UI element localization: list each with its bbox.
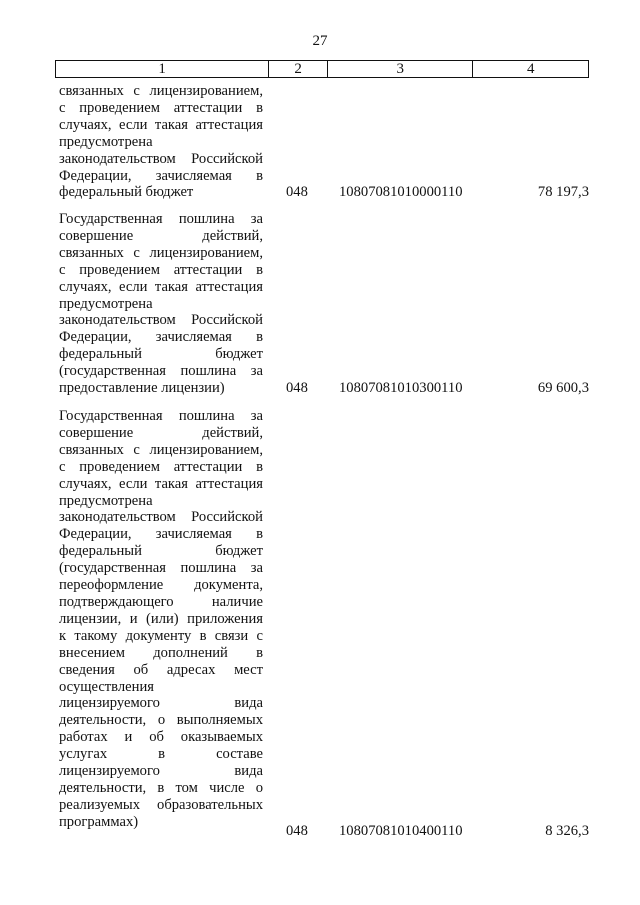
description-line: подтверждающего наличие <box>59 593 263 610</box>
description-line: осуществления <box>59 678 154 695</box>
description-line: связанных с лицензированием, <box>59 244 263 261</box>
budget-classification-code: 10807081010000110 <box>339 184 463 200</box>
description-line: (государственная пошлина за <box>59 363 263 380</box>
header-col-2: 2 <box>268 61 327 77</box>
amount: 69 600,3 <box>537 380 589 396</box>
description-line: федеральный бюджет <box>59 346 263 363</box>
description-line: Федерации, зачисляемая в <box>59 526 263 543</box>
description-line: Государственная пошлина за <box>59 211 263 227</box>
description-line: деятельности, о выполняемых <box>59 712 263 729</box>
description-line: Государственная пошлина за <box>59 408 263 424</box>
description-line: федеральный бюджет <box>59 184 194 201</box>
description-line: с проведением аттестации в <box>59 261 263 278</box>
description-line: программах) <box>59 813 139 830</box>
description-line: законодательством Российской <box>59 312 263 329</box>
header-col-3: 3 <box>327 61 472 77</box>
description-line: работах и об оказываемых <box>59 729 263 746</box>
admin-code: 048 <box>286 823 308 839</box>
description-line: деятельности, в том числе о <box>59 779 263 796</box>
row-description <box>59 408 263 831</box>
description-line: предусмотрена <box>59 295 153 312</box>
budget-classification-code: 10807081010300110 <box>339 380 463 396</box>
description-line: Федерации, зачисляемая в <box>59 167 263 184</box>
description-line: лицензируемого вида <box>59 763 263 780</box>
description-line: случаях, если такая аттестация <box>59 116 263 133</box>
amount: 8 326,3 <box>545 823 589 839</box>
description-line: лицензируемого вида <box>59 695 263 712</box>
table-header <box>55 60 589 78</box>
description-line: (государственная пошлина за <box>59 560 263 577</box>
description-line: с проведением аттестации в <box>59 99 263 116</box>
description-line: законодательством Российской <box>59 150 263 167</box>
description-line: совершение действий, <box>59 227 263 244</box>
description-line: совершение действий, <box>59 424 263 441</box>
page-number: 27 <box>312 33 328 49</box>
description-line: переоформление документа, <box>59 577 263 594</box>
description-line: внесением дополнений в <box>59 644 263 661</box>
description-line: связанных с лицензированием, <box>59 83 263 99</box>
description-line: Федерации, зачисляемая в <box>59 329 263 346</box>
description-line: к такому документу в связи с <box>59 627 263 644</box>
description-line: законодательством Российской <box>59 509 263 526</box>
budget-classification-code: 10807081010400110 <box>339 823 463 839</box>
row-description <box>59 83 263 201</box>
header-col-1: 1 <box>158 61 166 77</box>
description-line: услугах в составе <box>59 746 263 763</box>
admin-code: 048 <box>286 184 308 200</box>
row-description <box>59 211 263 397</box>
description-line: предусмотрена <box>59 133 153 150</box>
description-line: сведения об адресах мест <box>59 661 263 678</box>
description-line: случаях, если такая аттестация <box>59 475 263 492</box>
header-col-4: 4 <box>472 61 588 77</box>
description-line: предусмотрена <box>59 492 153 509</box>
description-line: связанных с лицензированием, <box>59 441 263 458</box>
description-line: лицензии, и (или) приложения <box>59 610 263 627</box>
description-line: с проведением аттестации в <box>59 458 263 475</box>
description-line: предоставление лицензии) <box>59 380 225 397</box>
description-line: федеральный бюджет <box>59 543 263 560</box>
description-line: реализуемых образовательных <box>59 796 263 813</box>
admin-code: 048 <box>286 380 308 396</box>
description-line: случаях, если такая аттестация <box>59 278 263 295</box>
amount: 78 197,3 <box>537 184 589 200</box>
